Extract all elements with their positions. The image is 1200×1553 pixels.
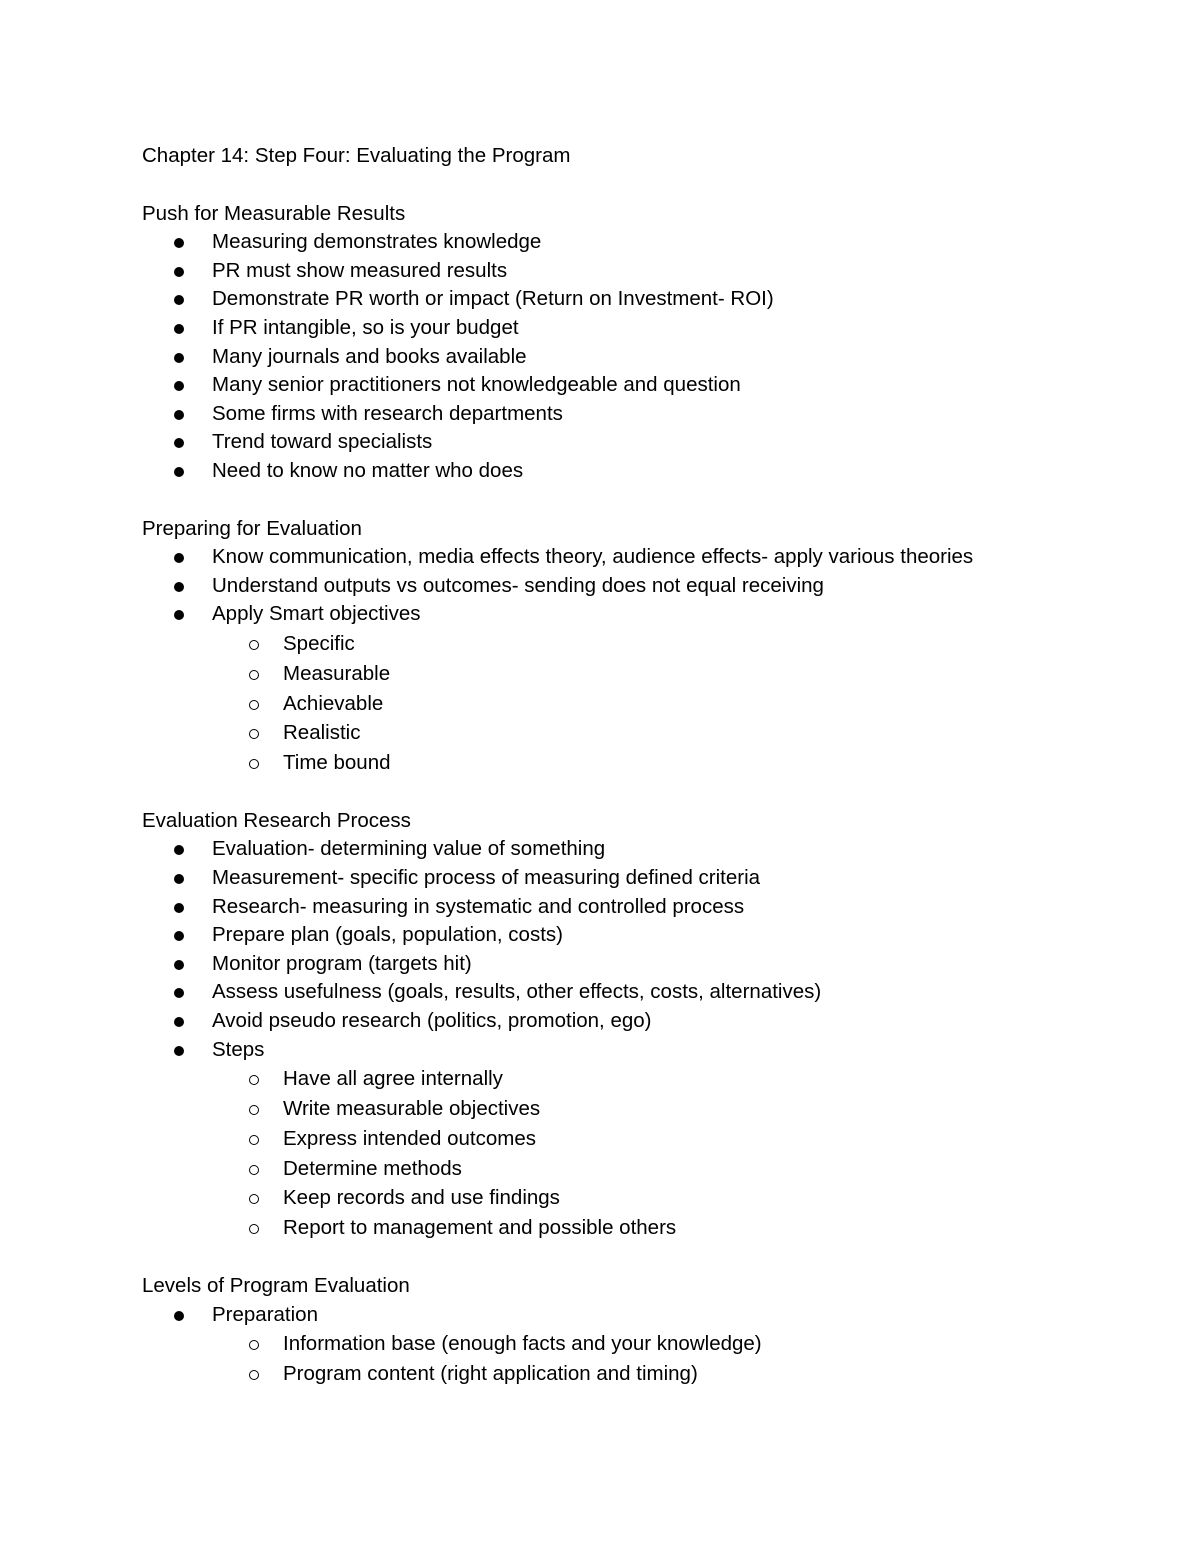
document-title: Chapter 14: Step Four: Evaluating the Program xyxy=(142,144,571,167)
bullet-icon xyxy=(174,1017,184,1027)
list-item-text: Need to know no matter who does xyxy=(212,458,524,482)
bullet-icon xyxy=(174,988,184,998)
section xyxy=(142,200,1122,486)
bullet-list xyxy=(142,228,1122,485)
list-item-text: Prepare plan (goals, population, costs) xyxy=(212,923,563,947)
sub-list-item xyxy=(142,1154,1122,1184)
sub-list-item-text: Specific xyxy=(283,631,355,655)
hollow-bullet-icon xyxy=(249,729,259,739)
section-heading: Evaluation Research Process xyxy=(142,808,411,832)
sub-list-item-text: Program content (right application and timing) xyxy=(283,1362,698,1385)
list-item-text: Measurement- specific process of measuring defined criteria xyxy=(212,866,761,890)
list-item xyxy=(142,543,1122,572)
list-item xyxy=(142,428,1122,457)
hollow-bullet-icon xyxy=(249,1194,259,1204)
sub-list-item xyxy=(142,659,1122,689)
sections-container xyxy=(142,200,1122,1389)
list-item xyxy=(142,457,1122,486)
bullet-icon xyxy=(174,960,184,970)
list-item xyxy=(142,285,1122,314)
list-item-text: Understand outputs vs outcomes- sending does not equal receiving xyxy=(212,573,824,597)
section xyxy=(142,515,1122,778)
sub-list-item-text: Realistic xyxy=(283,721,361,745)
sub-list-item-text: Keep records and use findings xyxy=(283,1186,560,1210)
bullet-icon xyxy=(174,295,184,305)
hollow-bullet-icon xyxy=(249,670,259,680)
sub-list-item-text: Express intended outcomes xyxy=(283,1126,536,1150)
list-item xyxy=(142,1007,1122,1036)
sub-list-item-text: Time bound xyxy=(283,751,391,775)
list-item-text: Apply Smart objectives xyxy=(212,602,421,626)
list-item xyxy=(142,343,1122,372)
hollow-bullet-icon xyxy=(249,1370,259,1380)
list-item-text: Demonstrate PR worth or impact (Return on Investment- ROI) xyxy=(212,287,774,311)
hollow-bullet-icon xyxy=(249,1224,259,1234)
list-item-text: Many journals and books available xyxy=(212,344,527,368)
list-item xyxy=(142,921,1122,950)
list-item xyxy=(142,600,1122,629)
hollow-bullet-icon xyxy=(249,1075,259,1085)
bullet-icon xyxy=(174,931,184,941)
list-item xyxy=(142,835,1122,864)
list-item xyxy=(142,1036,1122,1065)
list-item-text: Some firms with research departments xyxy=(212,401,563,425)
section xyxy=(142,1272,1122,1389)
sub-list-item xyxy=(142,1213,1122,1243)
list-item xyxy=(142,978,1122,1007)
list-item xyxy=(142,228,1122,257)
sub-list-item-text: Information base (enough facts and your knowledge) xyxy=(283,1332,762,1356)
bullet-list xyxy=(142,1301,1122,1389)
sub-list-item xyxy=(142,1124,1122,1154)
bullet-icon xyxy=(174,874,184,884)
list-item-text: Research- measuring in systematic and controlled process xyxy=(212,894,745,918)
sub-list-item-text: Measurable xyxy=(283,661,391,685)
list-item xyxy=(142,314,1122,343)
bullet-list xyxy=(142,543,1122,778)
section xyxy=(142,807,1122,1243)
bullet-icon xyxy=(174,1311,184,1321)
list-item-text: Avoid pseudo research (politics, promotion, ego) xyxy=(212,1009,652,1033)
list-item-text: PR must show measured results xyxy=(212,258,508,282)
sub-list-item-text: Have all agree internally xyxy=(283,1067,503,1091)
bullet-icon xyxy=(174,582,184,592)
list-item xyxy=(142,893,1122,922)
hollow-bullet-icon xyxy=(249,1105,259,1115)
sub-list-item-text: Report to management and possible others xyxy=(283,1216,677,1240)
bullet-icon xyxy=(174,553,184,563)
bullet-icon xyxy=(174,381,184,391)
sub-list-item xyxy=(142,718,1122,748)
bullet-icon xyxy=(174,845,184,855)
list-item xyxy=(142,572,1122,601)
sub-list-item-text: Write measurable objectives xyxy=(283,1097,541,1121)
section-heading: Push for Measurable Results xyxy=(142,201,406,225)
document-body xyxy=(142,142,1122,1418)
sub-list-item xyxy=(142,1329,1122,1359)
hollow-bullet-icon xyxy=(249,640,259,650)
hollow-bullet-icon xyxy=(249,1340,259,1350)
hollow-bullet-icon xyxy=(249,1165,259,1175)
sub-list-item xyxy=(142,1183,1122,1213)
list-item xyxy=(142,1301,1122,1330)
section-heading: Preparing for Evaluation xyxy=(142,516,362,540)
list-item xyxy=(142,371,1122,400)
sub-list-item-text: Achievable xyxy=(283,691,384,715)
list-item-text: Trend toward specialists xyxy=(212,430,433,454)
sub-list-item xyxy=(142,1064,1122,1094)
list-item-text: Preparation xyxy=(212,1302,318,1326)
list-item xyxy=(142,950,1122,979)
bullet-icon xyxy=(174,1046,184,1056)
sub-list-item xyxy=(142,689,1122,719)
list-item xyxy=(142,400,1122,429)
hollow-bullet-icon xyxy=(249,1135,259,1145)
bullet-icon xyxy=(174,238,184,248)
list-item-text: Many senior practitioners not knowledgeable and question xyxy=(212,373,741,397)
bullet-icon xyxy=(174,353,184,363)
bullet-icon xyxy=(174,438,184,448)
list-item xyxy=(142,864,1122,893)
sub-list-item-text: Determine methods xyxy=(283,1156,462,1180)
list-item-text: Measuring demonstrates knowledge xyxy=(212,230,542,254)
list-item-text: Monitor program (targets hit) xyxy=(212,951,472,975)
section-heading: Levels of Program Evaluation xyxy=(142,1274,410,1298)
list-item-text: If PR intangible, so is your budget xyxy=(212,315,519,339)
bullet-icon xyxy=(174,467,184,477)
bullet-icon xyxy=(174,324,184,334)
bullet-icon xyxy=(174,610,184,620)
list-item-text: Steps xyxy=(212,1037,265,1061)
list-item-text: Evaluation- determining value of something xyxy=(212,837,606,861)
bullet-icon xyxy=(174,410,184,420)
sub-list-item xyxy=(142,1094,1122,1124)
sub-list-item xyxy=(142,748,1122,778)
hollow-bullet-icon xyxy=(249,759,259,769)
list-item-text: Know communication, media effects theory, audience effects- apply various theories xyxy=(212,545,974,569)
bullet-icon xyxy=(174,903,184,913)
bullet-list xyxy=(142,835,1122,1243)
list-item xyxy=(142,257,1122,286)
hollow-bullet-icon xyxy=(249,700,259,710)
sub-list-item xyxy=(142,1359,1122,1389)
sub-list-item xyxy=(142,629,1122,659)
list-item-text: Assess usefulness (goals, results, other effects, costs, alternatives) xyxy=(212,980,822,1004)
bullet-icon xyxy=(174,267,184,277)
